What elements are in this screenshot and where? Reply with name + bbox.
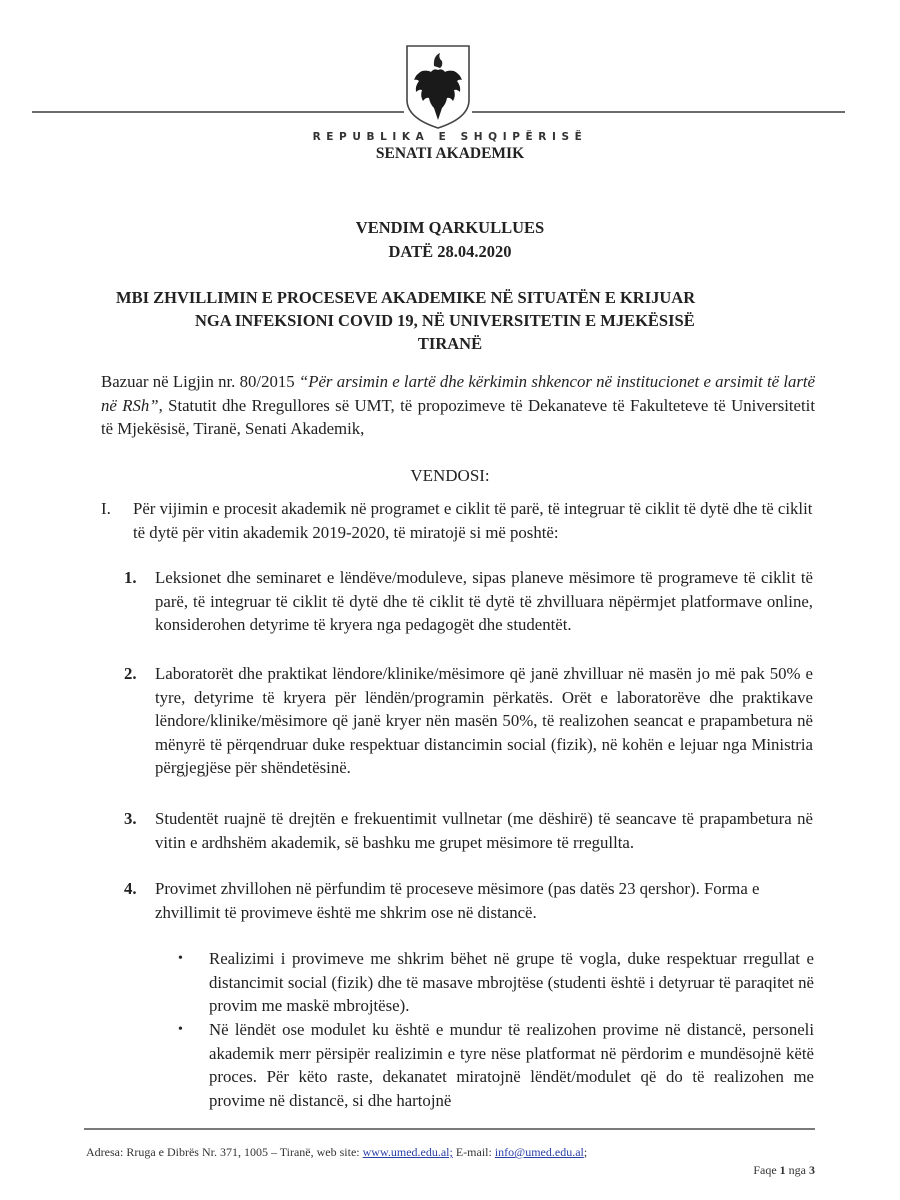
address-text: Adresa: Rruga e Dibrës Nr. 371, 1005 – Tiranë, web site: — [86, 1145, 363, 1159]
albania-coat-of-arms-icon — [404, 44, 472, 130]
preamble-lead: Bazuar në Ligjin nr. 80/2015 — [101, 372, 299, 391]
bullet-text: Realizimi i provimeve me shkrim bëhet në grupe të vogla, duke respektuar rregullat e distancimit social (fizik) dhe të masave mbrojtëse (studenti është i detyruar të paraqitet në provim me maskë mbrojtëse). — [209, 949, 814, 1016]
email-suffix: ; — [583, 1145, 588, 1159]
page-number — [0, 1163, 815, 1178]
page-prefix: Faqe — [753, 1163, 780, 1177]
section-i — [101, 497, 815, 544]
bullet-item — [178, 1018, 814, 1112]
page-current: 1 — [779, 1163, 786, 1177]
preamble-rest: , Statutit dhe Rregullores së UMT, të propozimeve të Dekanateve të Fakulteteve të Universitetit të Mjekësisë, Tiranë, Senati Akademik, — [101, 395, 815, 439]
bullet-item — [178, 947, 814, 1018]
item-number: 4. — [124, 879, 137, 898]
list-item — [124, 662, 813, 780]
decision-title: VENDIM QARKULLUES — [355, 218, 545, 237]
header-rule-left — [32, 111, 404, 113]
preamble-paragraph — [101, 370, 815, 441]
list-item — [124, 877, 813, 924]
item-text: Laboratorët dhe praktikat lëndore/klinike/mësimore që janë zhvilluar në masën jo më pak 50% e tyre, detyrime të kryera për lëndën/programin përkatës. Orët e laboratorëve dhe praktikave lëndore/klinike/mësimore që janë kryer nën masën 50%, të realizohen seancat e prapambetura në mënyrë të përqendruar duke respektuar distancimin social (fizik), në kohën e lejuar nga Ministria përgjegjëse për shëndetësinë. — [155, 664, 813, 778]
republic-heading: REPUBLIKA E SHQIPËRISË — [312, 131, 588, 143]
decides-heading: VENDOSI: — [410, 466, 490, 485]
page-total: 3 — [809, 1163, 815, 1177]
decision-date: DATË 28.04.2020 — [388, 242, 512, 261]
website-link[interactable]: www.umed.edu.al; — [362, 1145, 453, 1159]
list-item — [124, 807, 813, 854]
email-link[interactable]: info@umed.edu.al — [494, 1145, 584, 1159]
email-label: E-mail: — [452, 1145, 495, 1159]
subject-line-3: TIRANË — [417, 334, 483, 353]
bullet-text: Në lëndët ose modulet ku është e mundur të realizohen provime në distancë, personeli akademik merr përsipër realizimin e tyre nëse platformat në përdorim e mundësojnë këtë proces. Për këto raste, dekanatet miratojnë lëndët/modulet që do të realizohen me provime në distancë, si dhe hartojnë — [209, 1020, 814, 1110]
page-middle: nga — [785, 1163, 809, 1177]
section-number: I. — [101, 499, 111, 518]
item-number: 1. — [124, 568, 137, 587]
law-title: “Për arsimin e lartë dhe kërkimin shkencor në institucionet e arsimit të lartë në RSh” — [101, 372, 816, 415]
footer-address — [86, 1145, 587, 1160]
section-text: Për vijimin e procesit akademik në programet e ciklit të parë, të integruar të ciklit të dytë dhe të ciklit të dytë për vitin akademik 2019-2020, të miratojë si më poshtë: — [133, 499, 813, 542]
item-number: 2. — [124, 664, 137, 683]
header-rule-right — [472, 111, 845, 113]
item-text: Provimet zhvillohen në përfundim të proceseve mësimore (pas datës 23 qershor). Forma e zhvillimit të provimeve është me shkrim ose në distancë. — [155, 879, 760, 922]
item-number: 3. — [124, 809, 137, 828]
item-text: Studentët ruajnë të drejtën e frekuentimit vullnetar (me dëshirë) të seancave të prapambetura në vitin e ardhshëm akademik, së bashku me grupet mësimore të rregullta. — [155, 809, 813, 852]
subject-line-2: NGA INFEKSIONI COVID 19, NË UNIVERSITETIN E MJEKËSISË — [195, 311, 695, 330]
bullet-icon: • — [178, 951, 183, 966]
subject-line-1: MBI ZHVILLIMIN E PROCESEVE AKADEMIKE NË SITUATËN E KRIJUAR — [116, 288, 696, 307]
institution-heading: SENATI AKADEMIK — [375, 145, 525, 162]
bullet-icon: • — [178, 1022, 183, 1037]
footer-rule — [84, 1128, 815, 1130]
list-item — [124, 566, 813, 637]
item-text: Leksionet dhe seminaret e lëndëve/moduleve, sipas planeve mësimore të programeve të ciklit të parë, të integruar të ciklit të dytë dhe të ciklit të dytë të zhvilluara nëpërmjet platformave online, konsiderohen detyrime të kryera nga pedagogët dhe studentët. — [155, 568, 813, 635]
